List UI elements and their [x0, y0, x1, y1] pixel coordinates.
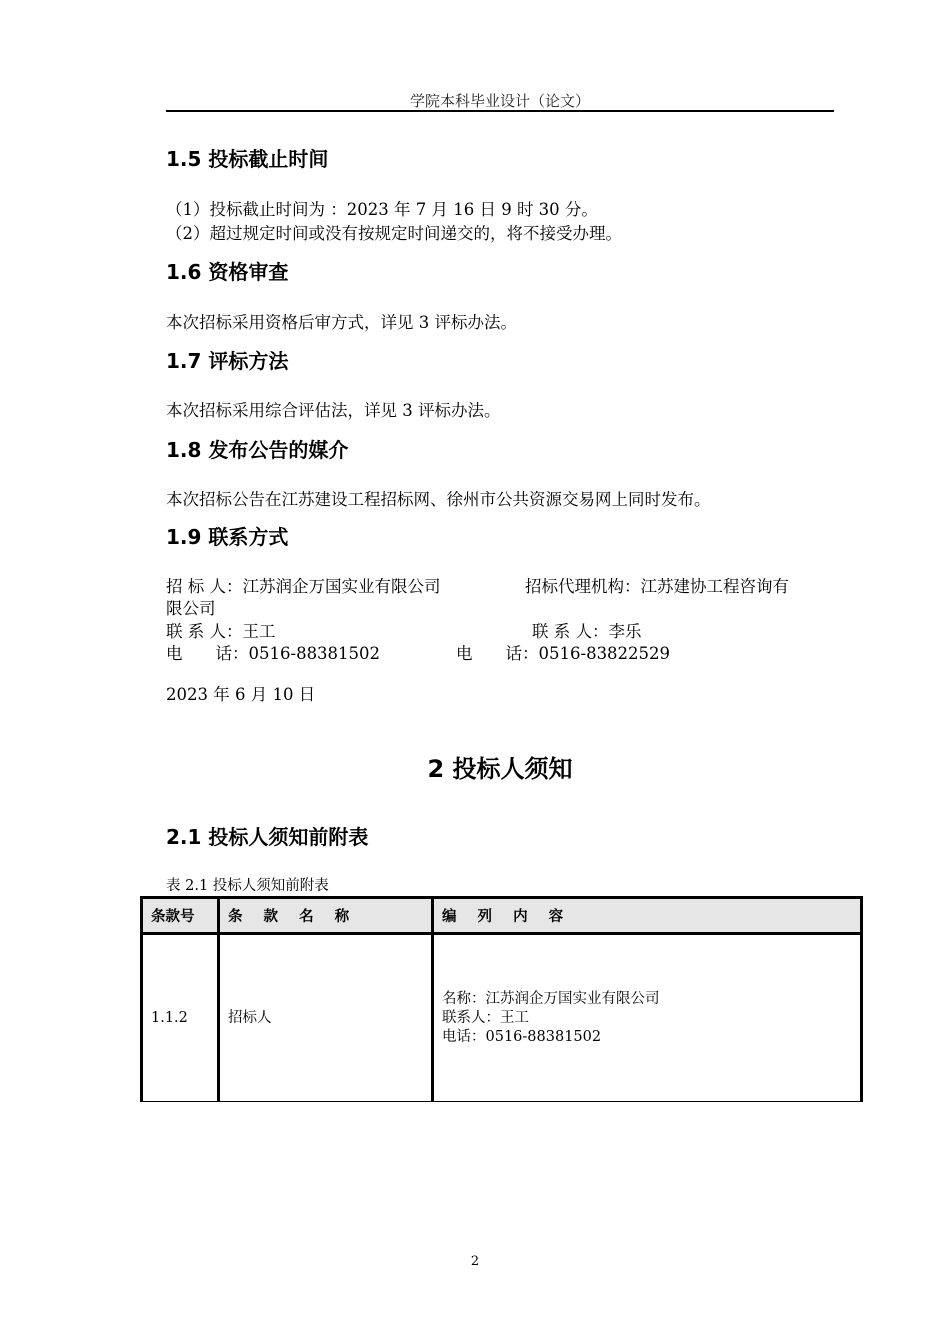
page-header: 学院本科毕业设计（论文） [409, 92, 590, 110]
media-text: 本次招标公告在江苏建设工程招标网、徐州市公共资源交易网上同时发布。 [166, 490, 711, 509]
tenderer-line: 招 标 人：江苏润企万国实业有限公司 [166, 577, 441, 596]
agent-line-cont: 限公司 [166, 599, 216, 618]
chapter-2-title: 2 投标人须知 [427, 755, 573, 783]
phone-agent: 电 话：0516-83822529 [456, 644, 671, 663]
table-header-row [142, 898, 862, 934]
content-phone: 电话：0516-88381502 [442, 1028, 602, 1045]
heading-1-8: 1.8 发布公告的媒介 [166, 438, 349, 462]
content-name: 名称：江苏润企万国实业有限公司 [442, 990, 660, 1007]
deadline-line-2: （2）超过规定时间或没有按规定时间递交的，将不接受办理。 [166, 224, 622, 243]
table-row [142, 934, 862, 1102]
agent-line: 招标代理机构：江苏建协工程咨询有 [525, 577, 789, 596]
heading-1-9: 1.9 联系方式 [166, 525, 289, 549]
notice-date: 2023 年 6 月 10 日 [166, 685, 316, 704]
cell-content [433, 934, 862, 1102]
qualification-text: 本次招标采用资格后审方式，详见 3 评标办法。 [166, 313, 517, 332]
cell-clause-no: 1.1.2 [142, 934, 219, 1102]
header-content: 编 列 内 容 [433, 898, 862, 934]
cell-clause-name: 招标人 [219, 934, 433, 1102]
page-number: 2 [470, 1254, 480, 1269]
heading-1-5: 1.5 投标截止时间 [166, 147, 329, 171]
content-contact: 联系人：王工 [442, 1009, 529, 1026]
header-clause-name: 条 款 名 称 [219, 898, 433, 934]
phone-tenderer: 电 话：0516-88381502 [166, 644, 381, 663]
deadline-line-1: （1）投标截止时间为 ：2023 年 7 月 16 日 9 时 30 分。 [166, 200, 598, 219]
heading-2-1: 2.1 投标人须知前附表 [166, 825, 369, 849]
header-rule [166, 110, 834, 112]
table-caption: 表 2.1 投标人须知前附表 [166, 878, 329, 894]
evaluation-text: 本次招标采用综合评估法，详见 3 评标办法。 [166, 401, 501, 420]
heading-1-7: 1.7 评标方法 [166, 349, 289, 373]
contact-agent: 联 系 人：李乐 [532, 622, 642, 641]
header-clause-no: 条款号 [142, 898, 219, 934]
contact-tenderer: 联 系 人：王工 [166, 622, 276, 641]
heading-1-6: 1.6 资格审查 [166, 260, 289, 284]
bidder-notice-table [140, 896, 863, 1102]
